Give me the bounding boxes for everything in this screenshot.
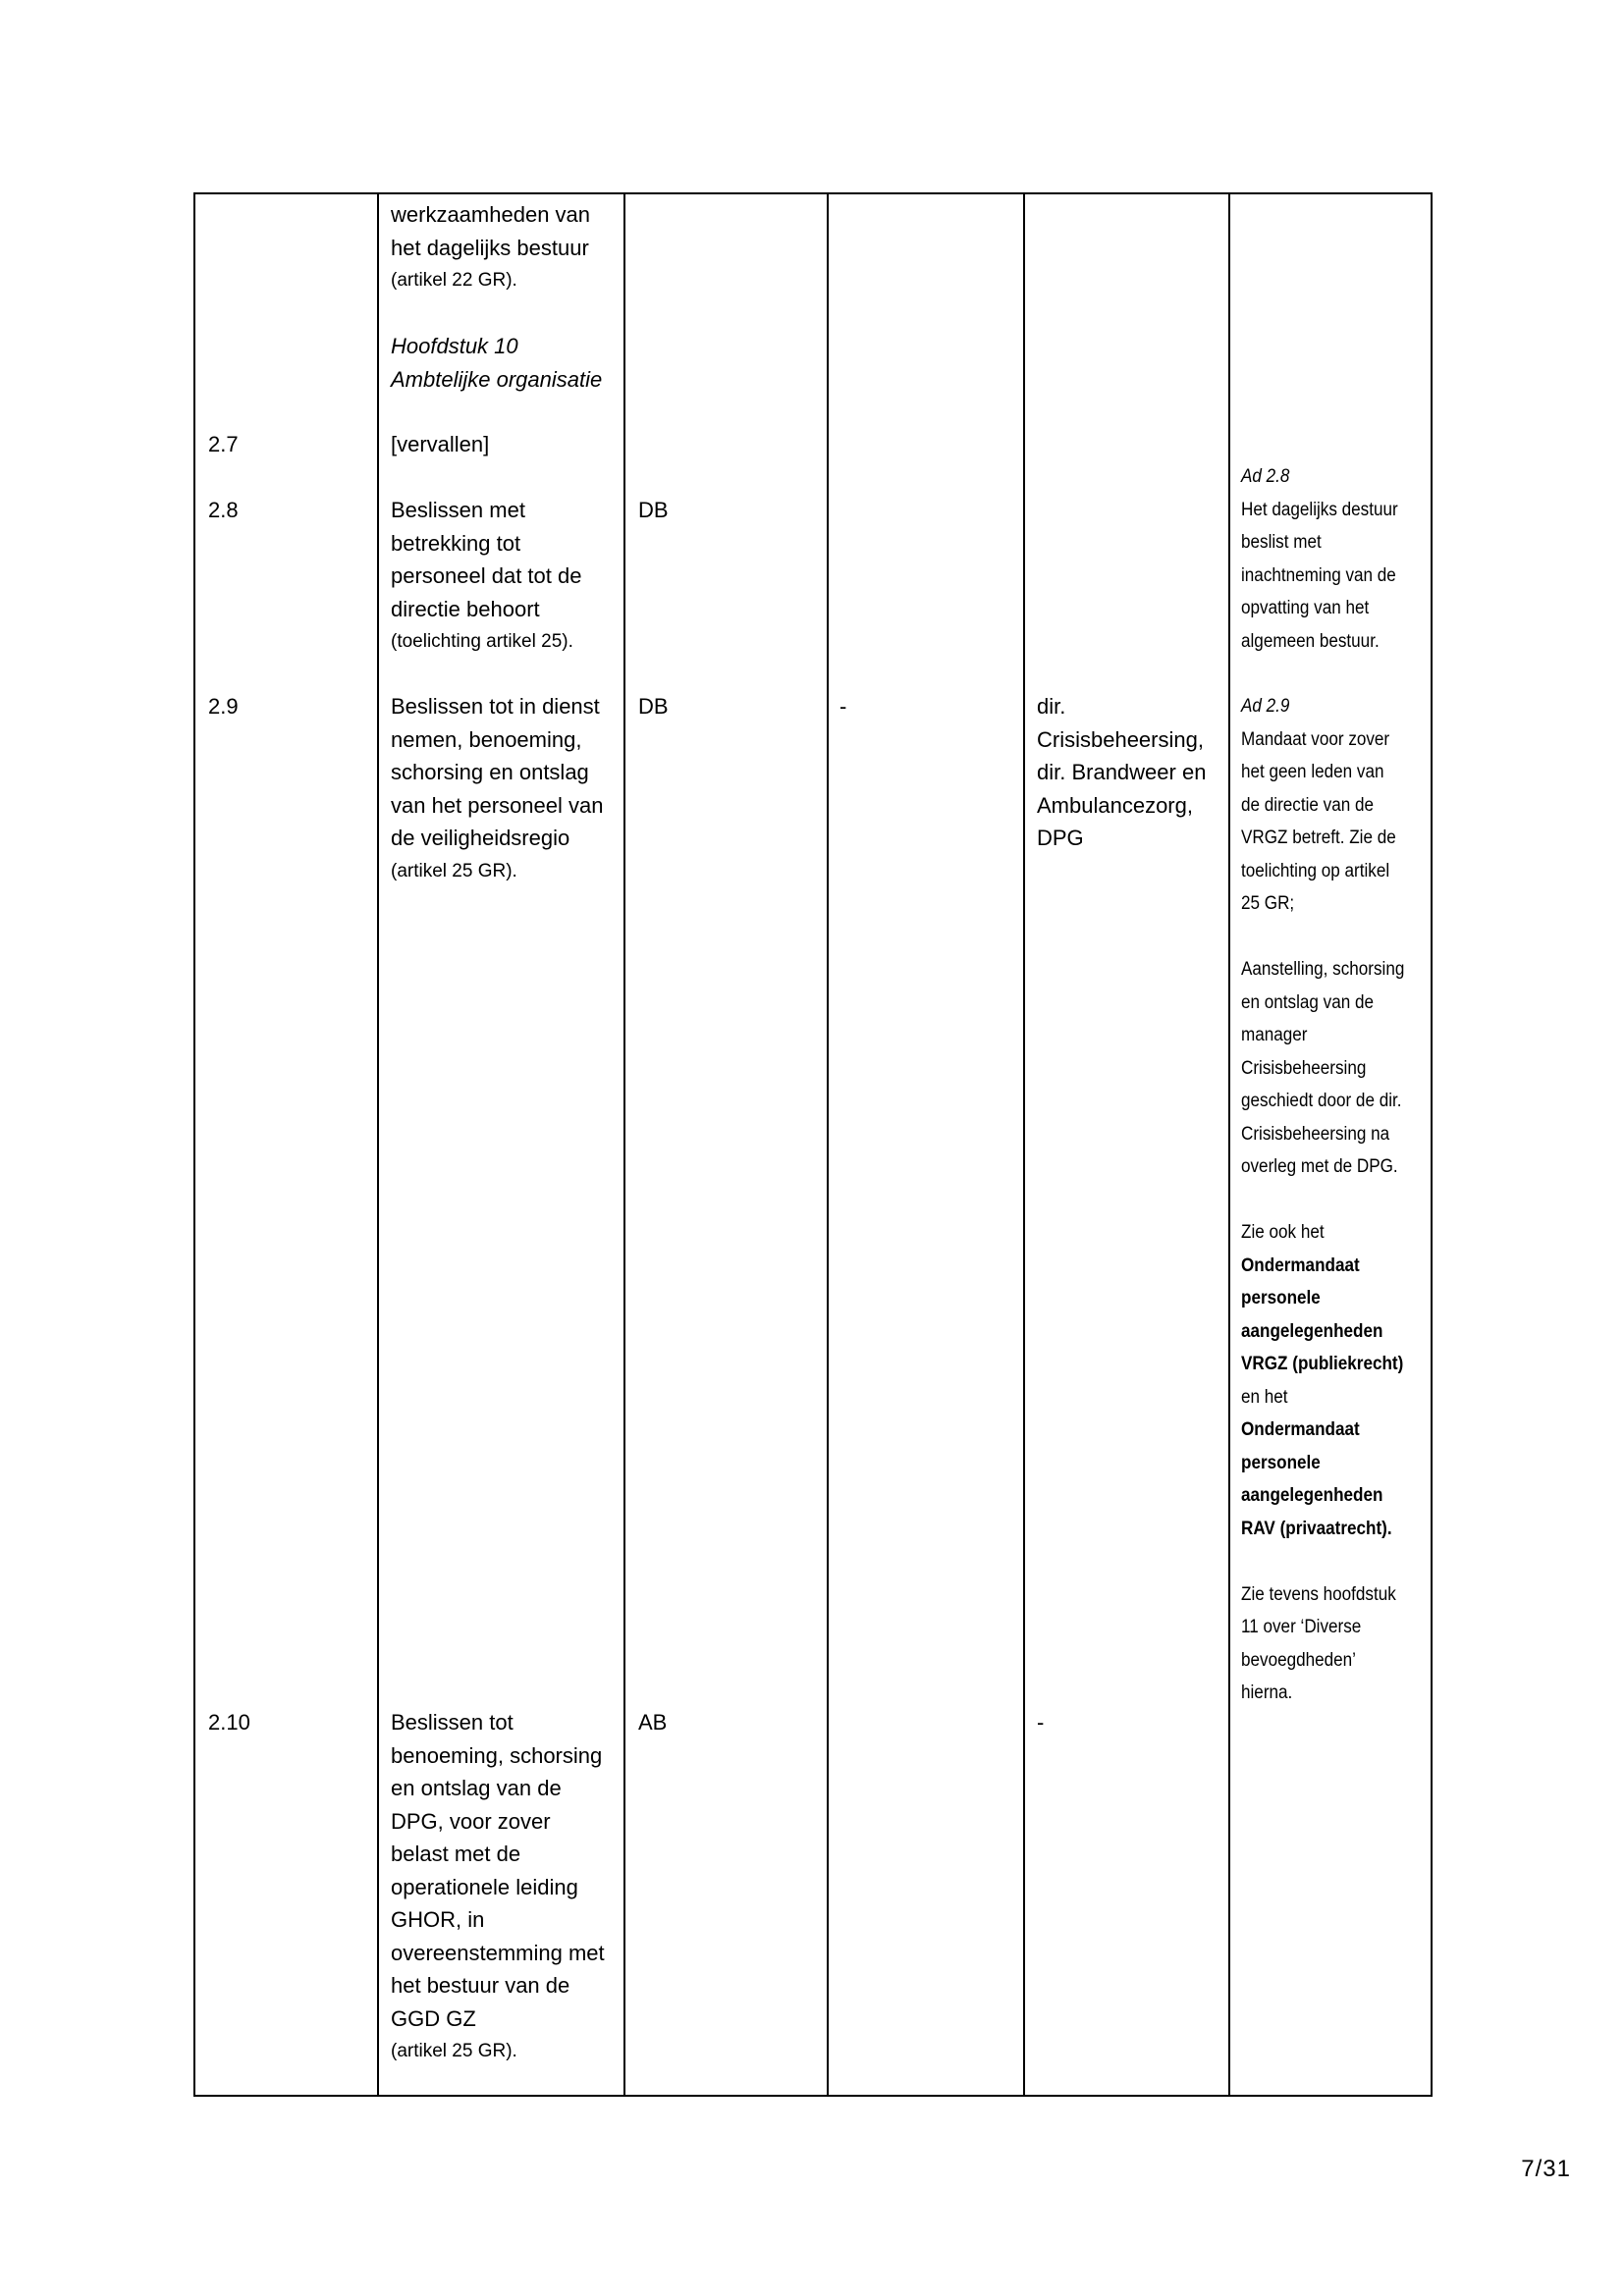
row-description: Beslissen met betrekking tot personeel dat tot de directie behoort (toelichting artikel 25).	[391, 498, 582, 652]
column-divider	[1023, 194, 1025, 2095]
competent-body: AB	[638, 1710, 668, 1735]
row-number: 2.9	[208, 694, 239, 719]
page-number: 7/31	[1521, 2156, 1571, 2182]
column-divider	[1228, 194, 1230, 2095]
mandate-holders: dir. Crisisbeheersing, dir. Brandweer en Ambulancezorg, DPG	[1037, 694, 1207, 850]
column-divider	[827, 194, 829, 2095]
row-note: Ad 2.9 Mandaat voor zover het geen leden van de directie van de VRGZ betreft. Zie de toelichting op artikel 25 GR; Aanstelling, schorsing en ontslag van de manager Crisisbeheersing geschiedt door de dir. Crisisbeheersing na overleg met de DPG. Zie ook het Ondermandaat personele aangelegenheden VRGZ (publiekrecht) en het Ondermandaat personele aangelegenheden RAV (privaatrecht). Zie tevens hoofdstuk 11 over ‘Diverse bevoegdheden’ hierna.	[1241, 696, 1405, 1703]
competent-body: DB	[638, 498, 669, 522]
chapter-heading: Hoofdstuk 10 Ambtelijke organisatie	[391, 334, 603, 392]
column-divider	[377, 194, 379, 2095]
column-4-value: -	[839, 694, 847, 719]
continued-description: werkzaamheden van het dagelijks bestuur (artikel 22 GR).	[391, 202, 591, 291]
competent-body: DB	[638, 694, 669, 719]
row-number: 2.8	[208, 498, 239, 522]
mandate-holders: -	[1037, 1710, 1045, 1735]
row-description: Beslissen tot benoeming, schorsing en ontslag van de DPG, voor zover belast met de operationele leiding GHOR, in overeenstemming met het bestuur van de GGD GZ (artikel 25 GR).	[391, 1710, 605, 2061]
row-description: [vervallen]	[391, 432, 490, 456]
column-divider	[623, 194, 625, 2095]
row-note: Ad 2.8 Het dagelijks destuur beslist met inachtneming van de opvatting van het algemeen bestuur.	[1241, 466, 1398, 652]
row-number: 2.7	[208, 432, 239, 456]
row-description: Beslissen tot in dienst nemen, benoeming, schorsing en ontslag van het personeel van de veiligheidsregio (artikel 25 GR).	[391, 694, 604, 881]
row-number: 2.10	[208, 1710, 250, 1735]
